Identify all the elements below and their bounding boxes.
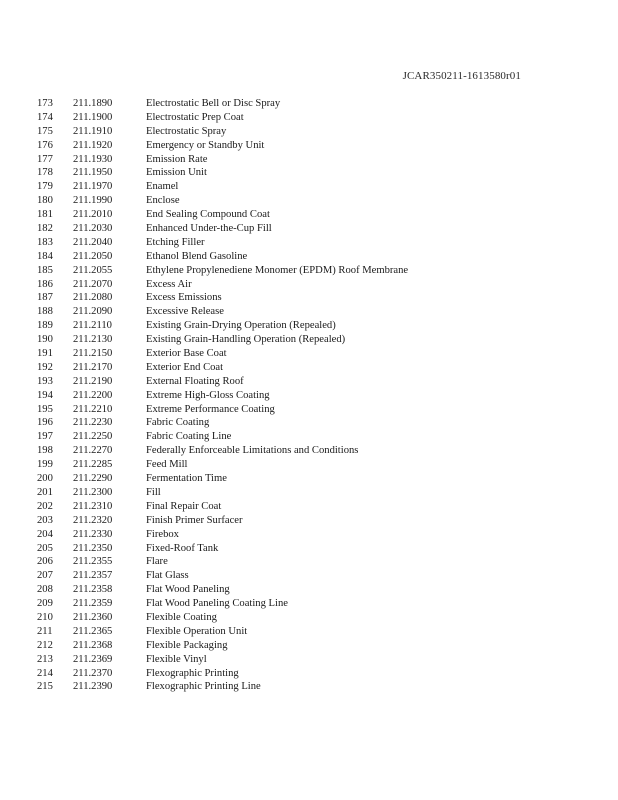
section-number: 211.1950: [73, 167, 113, 179]
item-number: 191: [37, 348, 53, 360]
section-title: Electrostatic Prep Coat: [146, 111, 244, 123]
section-title: Fabric Coating: [146, 417, 210, 429]
section-title: Flexographic Printing Line: [146, 681, 261, 693]
list-item: [0, 403, 618, 417]
list-item: [0, 347, 618, 361]
list-item: [0, 639, 618, 653]
section-number: 211.1910: [73, 125, 113, 137]
list-item: [0, 653, 618, 667]
list-item: [0, 166, 618, 180]
document-id: JCAR350211-1613580r01: [402, 70, 521, 82]
section-number: 211.2110: [73, 320, 112, 332]
item-number: 201: [37, 486, 53, 498]
list-item: [0, 264, 618, 278]
list-item: [0, 194, 618, 208]
list-item: [0, 333, 618, 347]
list-item: [0, 305, 618, 319]
item-number: 174: [37, 111, 53, 123]
item-number: 179: [37, 181, 53, 193]
list-item: [0, 444, 618, 458]
section-number: 211.2358: [73, 584, 113, 596]
item-number: 190: [37, 334, 53, 346]
item-number: 203: [37, 514, 53, 526]
list-item: [0, 236, 618, 250]
item-number: 209: [37, 598, 53, 610]
section-title: Exterior Base Coat: [146, 348, 227, 360]
item-number: 185: [37, 264, 53, 276]
section-number: 211.1900: [73, 111, 113, 123]
section-number: 211.2369: [73, 653, 113, 665]
item-number: 212: [37, 639, 53, 651]
section-number: 211.2300: [73, 486, 113, 498]
list-item: [0, 583, 618, 597]
list-item: [0, 111, 618, 125]
section-number: 211.2360: [73, 611, 113, 623]
section-number: 211.2030: [73, 223, 113, 235]
list-item: [0, 291, 618, 305]
section-title: Fermentation Time: [146, 473, 227, 485]
item-number: 173: [37, 98, 53, 109]
list-item: [0, 389, 618, 403]
section-number: 211.2270: [73, 445, 113, 457]
section-number: 211.2285: [73, 459, 113, 471]
section-title: Flat Glass: [146, 570, 189, 582]
list-item: [0, 97, 618, 111]
section-title: Flare: [146, 556, 168, 568]
list-item: [0, 180, 618, 194]
section-list: [0, 97, 618, 694]
section-title: Flexible Coating: [146, 611, 217, 623]
section-title: Flat Wood Paneling Coating Line: [146, 598, 288, 610]
item-number: 214: [37, 667, 53, 679]
section-number: 211.1930: [73, 153, 113, 165]
list-item: [0, 361, 618, 375]
section-title: Flexible Vinyl: [146, 653, 207, 665]
section-title: Finish Primer Surfacer: [146, 514, 243, 526]
section-title: Ethanol Blend Gasoline: [146, 250, 248, 262]
item-number: 181: [37, 209, 53, 221]
item-number: 198: [37, 445, 53, 457]
section-number: 211.1970: [73, 181, 113, 193]
section-title: Flexographic Printing: [146, 667, 239, 679]
list-item: [0, 430, 618, 444]
section-title: Fill: [146, 486, 161, 498]
section-number: 211.2010: [73, 209, 113, 221]
list-item: [0, 319, 618, 333]
list-item: [0, 542, 618, 556]
list-item: [0, 458, 618, 472]
section-number: 211.2050: [73, 250, 113, 262]
section-number: 211.2230: [73, 417, 113, 429]
section-title: Fixed-Roof Tank: [146, 542, 219, 554]
list-item: [0, 153, 618, 167]
section-title: Extreme High-Gloss Coating: [146, 389, 270, 401]
section-number: 211.2150: [73, 348, 113, 360]
section-title: Enclose: [146, 195, 180, 207]
section-title: Excess Air: [146, 278, 192, 290]
item-number: 178: [37, 167, 53, 179]
list-item: [0, 278, 618, 292]
section-title: Fabric Coating Line: [146, 431, 232, 443]
section-title: Enhanced Under-the-Cup Fill: [146, 223, 272, 235]
item-number: 193: [37, 375, 53, 387]
section-number: 211.2370: [73, 667, 113, 679]
item-number: 207: [37, 570, 53, 582]
item-number: 199: [37, 459, 53, 471]
item-number: 206: [37, 556, 53, 568]
list-item: [0, 250, 618, 264]
list-item: [0, 472, 618, 486]
section-number: 211.2365: [73, 625, 113, 637]
list-item: [0, 416, 618, 430]
section-title: Electrostatic Spray: [146, 125, 227, 137]
section-title: Extreme Performance Coating: [146, 403, 275, 415]
section-number: 211.2320: [73, 514, 113, 526]
list-item: [0, 597, 618, 611]
section-number: 211.2290: [73, 473, 113, 485]
section-number: 211.2250: [73, 431, 113, 443]
item-number: 189: [37, 320, 53, 332]
section-number: 211.1990: [73, 195, 113, 207]
item-number: 202: [37, 500, 53, 512]
item-number: 175: [37, 125, 53, 137]
list-item: [0, 139, 618, 153]
section-title: External Floating Roof: [146, 375, 244, 387]
item-number: 180: [37, 195, 53, 207]
section-title: Excessive Release: [146, 306, 224, 318]
section-number: 211.1890: [73, 98, 113, 109]
item-number: 192: [37, 361, 53, 373]
list-item: [0, 222, 618, 236]
list-item: [0, 611, 618, 625]
item-number: 210: [37, 611, 53, 623]
list-item: [0, 514, 618, 528]
section-title: Etching Filler: [146, 236, 205, 248]
item-number: 187: [37, 292, 53, 304]
list-item: [0, 125, 618, 139]
item-number: 196: [37, 417, 53, 429]
section-number: 211.2355: [73, 556, 113, 568]
section-title: Federally Enforceable Limitations and Conditions: [146, 445, 359, 457]
section-number: 211.2390: [73, 681, 113, 693]
item-number: 215: [37, 681, 53, 693]
section-number: 211.2357: [73, 570, 113, 582]
list-item: [0, 208, 618, 222]
section-title: End Sealing Compound Coat: [146, 209, 270, 221]
section-title: Excess Emissions: [146, 292, 222, 304]
section-title: Ethylene Propylenediene Monomer (EPDM) Roof Membrane: [146, 264, 409, 276]
item-number: 213: [37, 653, 53, 665]
section-title: Flexible Operation Unit: [146, 625, 248, 637]
item-number: 184: [37, 250, 53, 262]
list-item: [0, 555, 618, 569]
section-number: 211.2210: [73, 403, 113, 415]
item-number: 208: [37, 584, 53, 596]
section-title: Flexible Packaging: [146, 639, 228, 651]
section-number: 211.2080: [73, 292, 113, 304]
list-item: [0, 680, 618, 694]
section-title: Existing Grain-Handling Operation (Repealed): [146, 334, 346, 346]
list-item: [0, 569, 618, 583]
item-number: 182: [37, 223, 53, 235]
section-number: 211.2190: [73, 375, 113, 387]
list-item: [0, 667, 618, 681]
item-number: 211: [37, 625, 53, 637]
item-number: 177: [37, 153, 53, 165]
item-number: 205: [37, 542, 53, 554]
item-number: 204: [37, 528, 53, 540]
section-title: Exterior End Coat: [146, 361, 224, 373]
section-number: 211.2040: [73, 236, 113, 248]
section-number: 211.2200: [73, 389, 113, 401]
section-title: Emergency or Standby Unit: [146, 139, 265, 151]
section-title: Emission Unit: [146, 167, 207, 179]
section-number: 211.1920: [73, 139, 113, 151]
list-item: [0, 375, 618, 389]
section-number: 211.2330: [73, 528, 113, 540]
section-number: 211.2359: [73, 598, 113, 610]
section-number: 211.2090: [73, 306, 113, 318]
section-title: Emission Rate: [146, 153, 208, 165]
item-number: 195: [37, 403, 53, 415]
section-title: Electrostatic Bell or Disc Spray: [146, 98, 281, 109]
section-title: Existing Grain-Drying Operation (Repealed): [146, 320, 336, 332]
list-item: [0, 528, 618, 542]
section-title: Flat Wood Paneling: [146, 584, 230, 596]
section-number: 211.2130: [73, 334, 113, 346]
section-number: 211.2070: [73, 278, 113, 290]
section-number: 211.2368: [73, 639, 113, 651]
item-number: 200: [37, 473, 53, 485]
list-item: [0, 500, 618, 514]
item-number: 186: [37, 278, 53, 290]
section-title: Feed Mill: [146, 459, 188, 471]
item-number: 176: [37, 139, 53, 151]
section-number: 211.2350: [73, 542, 113, 554]
item-number: 194: [37, 389, 53, 401]
section-title: Enamel: [146, 181, 179, 193]
item-number: 183: [37, 236, 53, 248]
list-item: [0, 486, 618, 500]
item-number: 188: [37, 306, 53, 318]
section-number: 211.2170: [73, 361, 113, 373]
section-title: Final Repair Coat: [146, 500, 222, 512]
section-number: 211.2055: [73, 264, 113, 276]
section-title: Firebox: [146, 528, 179, 540]
item-number: 197: [37, 431, 53, 443]
section-number: 211.2310: [73, 500, 113, 512]
list-item: [0, 625, 618, 639]
